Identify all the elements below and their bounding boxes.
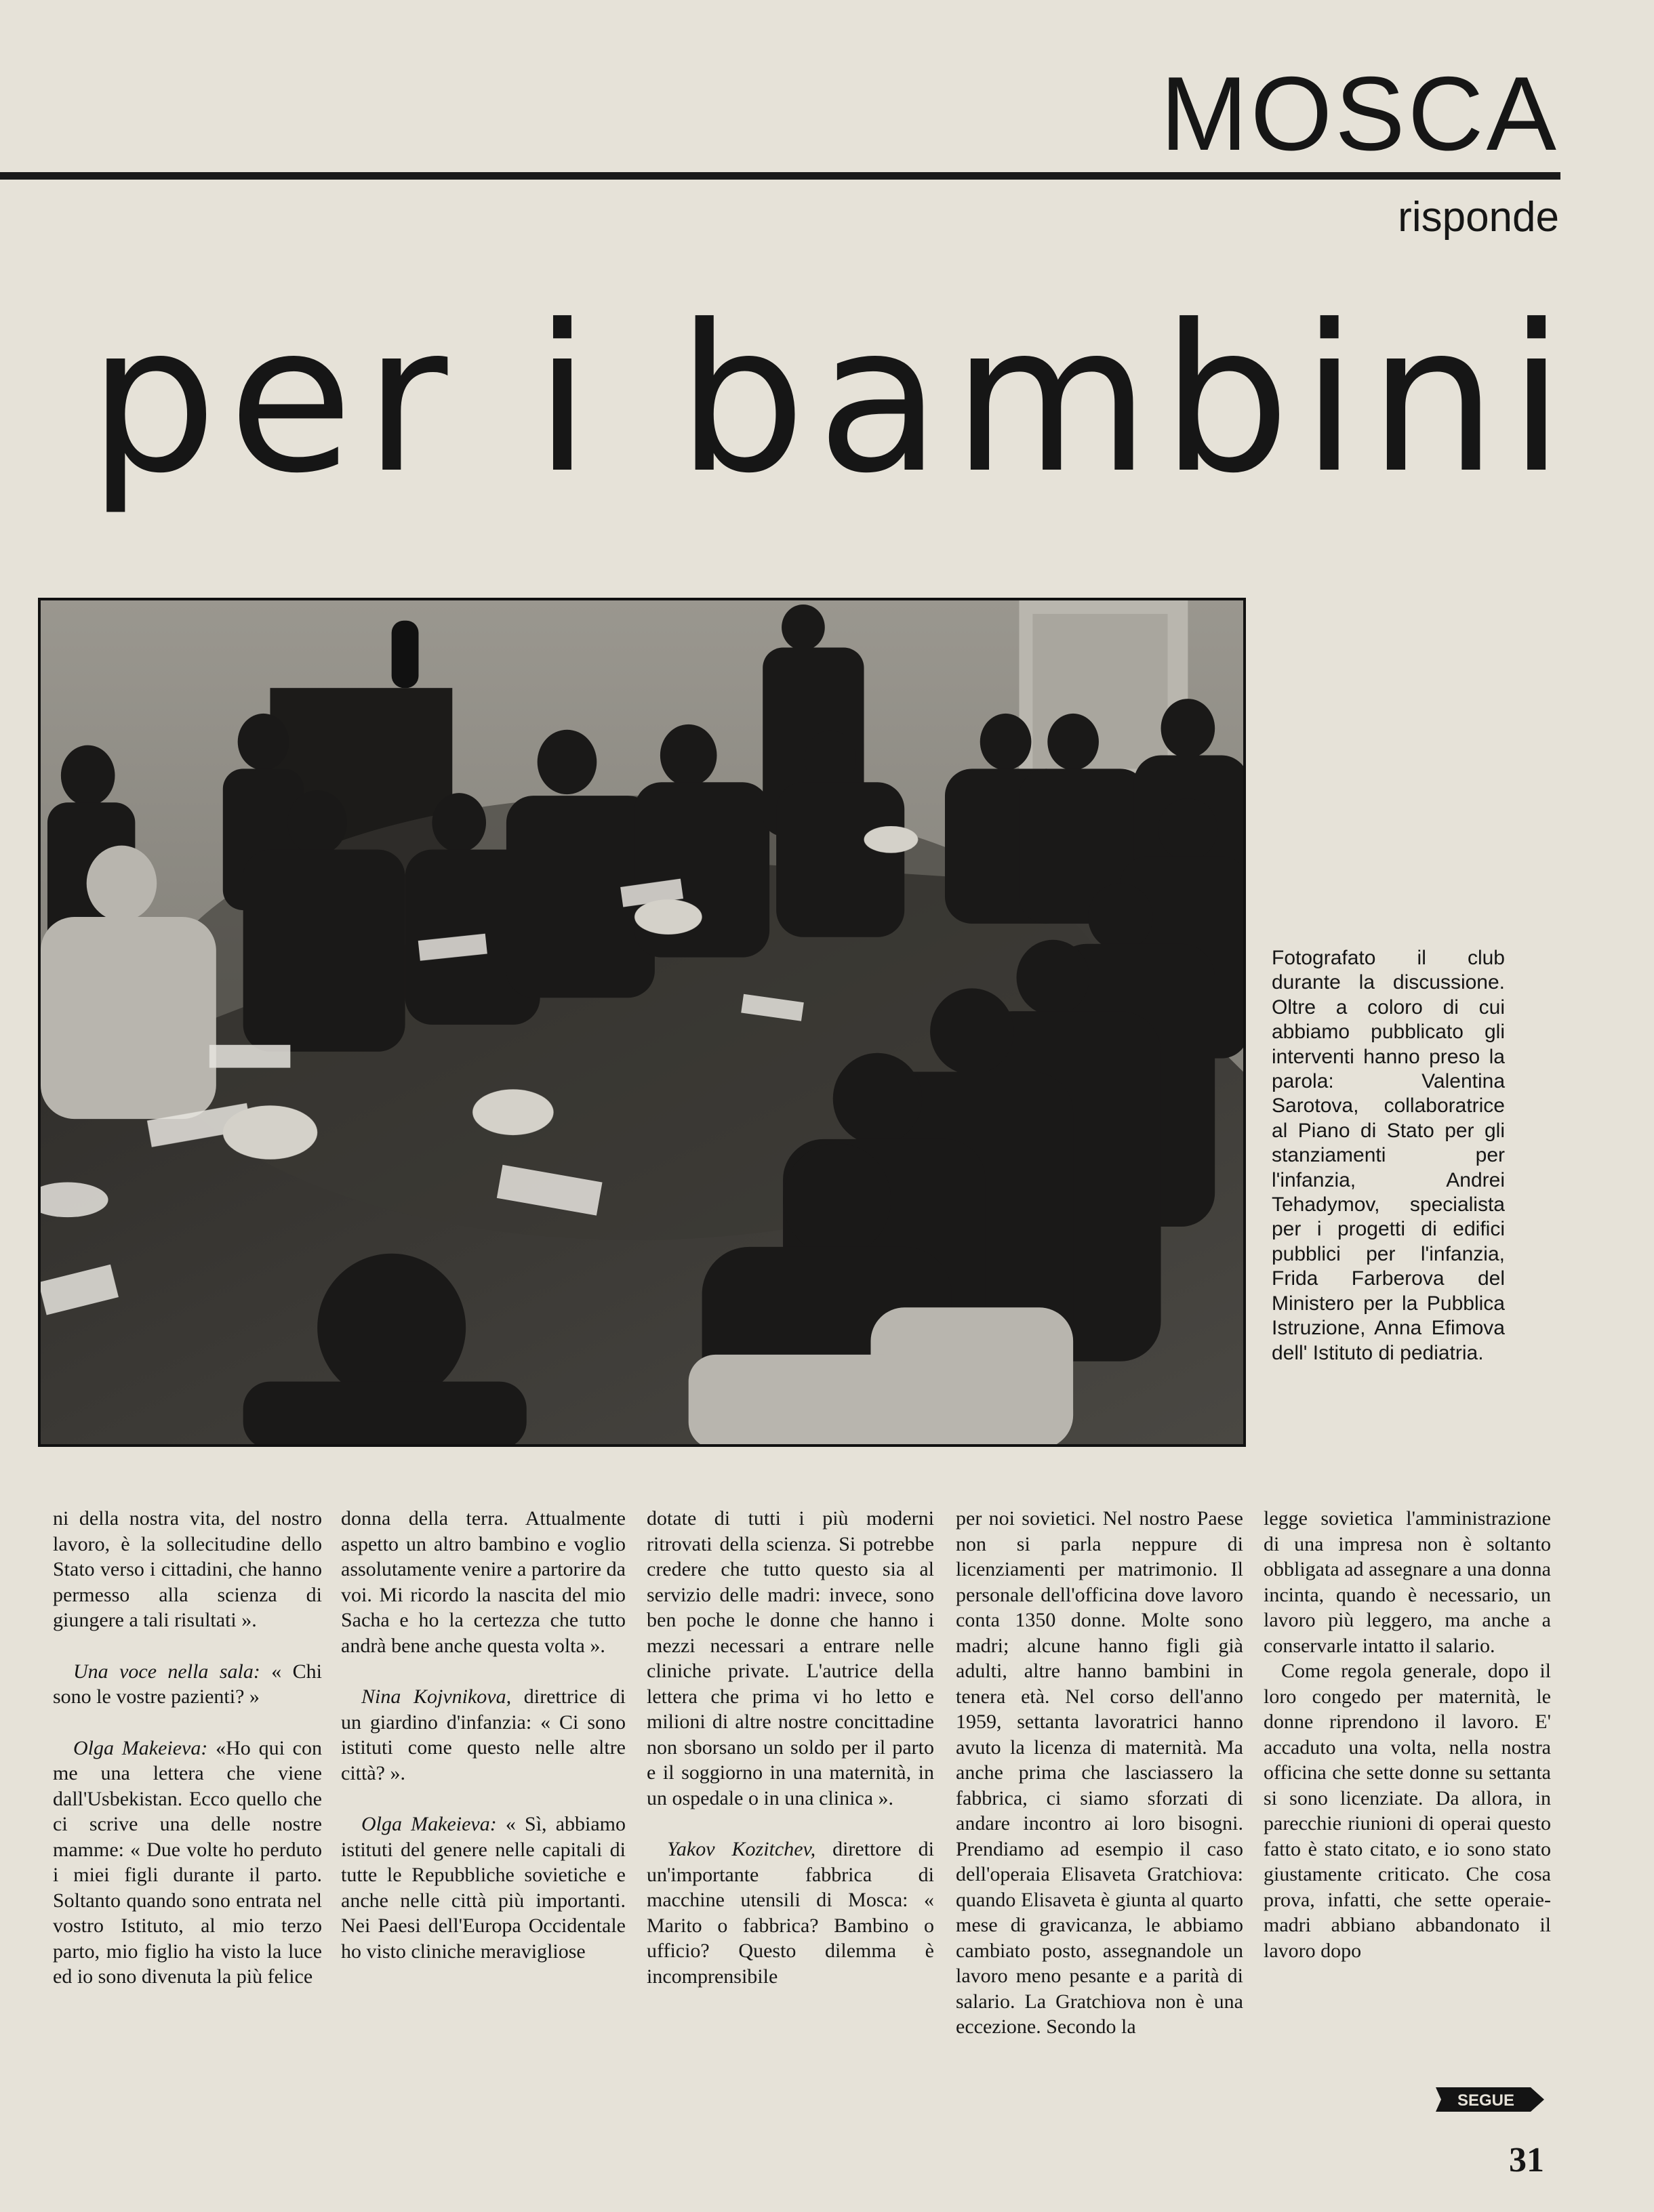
speaker-name: Una voce nella sala: xyxy=(73,1660,260,1683)
continue-label: SEGUE xyxy=(1457,2091,1515,2110)
article-column-4 xyxy=(956,1506,1243,2040)
paragraph: legge sovietica l'amministrazione di una impresa non è soltanto obbligata ad assegnare a una donna incinta, quando è necessario, un lavoro più leggero, ma anche a conservarle intatto il salario. xyxy=(1264,1507,1551,1657)
section-subtitle: risponde xyxy=(1398,194,1559,241)
article-column-3 xyxy=(647,1506,934,1989)
paragraph xyxy=(341,1684,626,1786)
paragraph xyxy=(341,1811,626,1964)
speech-text: « Chi sono le vostre pazienti? » xyxy=(53,1660,322,1708)
page-number: 31 xyxy=(1509,2141,1544,2179)
article-column-5 xyxy=(1264,1506,1551,1963)
speech-text: direttrice di un giardino d'infanzia: « Ci sono istituti come questo nelle altre città? ». xyxy=(341,1685,626,1784)
arrow-right-icon xyxy=(1436,2086,1546,2113)
paragraph: donna della terra. Attualmente aspetto un altro bambino e voglio assolutamente venire a partorire da voi. Mi ricordo la nascita del mio Sacha e ho la certezza che tutto andrà bene anche questa volta ». xyxy=(341,1507,626,1657)
paragraph: ni della nostra vita, del nostro lavoro, è la sollecitudine dello Stato verso i cittadini, che hanno permesso alla scienza di giungere a tali risultati ». xyxy=(53,1507,322,1631)
speech-text: « Sì, abbiamo istituti del genere nelle capitali di tutte le Repubbliche sovietiche e anche nelle città più importanti. Nei Paesi dell'Europa Occidentale ho visto cliniche meravigliose xyxy=(341,1813,626,1963)
speaker-name: Yakov Kozitchev, xyxy=(667,1838,816,1860)
article-column-2 xyxy=(341,1506,626,1964)
paragraph xyxy=(53,1659,322,1710)
speaker-name: Nina Kojvnikova, xyxy=(361,1685,512,1708)
headline: per i bambini xyxy=(88,281,1576,518)
section-title: MOSCA xyxy=(1160,55,1559,172)
article-column-1 xyxy=(53,1506,322,1990)
speech-text: «Ho qui con me una lettera che viene dall'Usbekistan. Ecco quello che ci scrive una delle nostre mamme: « Due volte ho perduto i miei figli durante il parto. Soltanto quando sono entrata nel vostro Istituto, al mio terzo parto, mio figlio ha visto la luce ed io sono divenuta la più felice xyxy=(53,1736,322,1988)
photo-caption: Fotografato il club durante la discussione. Oltre a coloro di cui abbiamo pubblicato gli interventi hanno preso la parola: Valentina Sarotova, collaboratrice al Piano di Stato per gli stanziamenti per l'infanzia, Andrei Tehadymov, specialista per i progetti di edifici pubblici per l'infanzia, Frida Farberova del Ministero per la Pubblica Istruzione, Anna Efimova dell' Istituto di pediatria. xyxy=(1272,947,1505,1364)
paragraph xyxy=(53,1736,322,1990)
speech-text: direttore di un'importante fabbrica di macchine utensili di Mosca: « Marito o fabbrica? Bambino o ufficio? Questo dilemma è incomprensibile xyxy=(647,1838,934,1988)
paragraph: Come regola generale, dopo il loro congedo per maternità, le donne riprendono il lavoro. E' accaduto una volta, nella nostra officina che sette donne su settanta si sono licenziate. Da allora, in parecchie riunioni di operai questo fatto è stato citato, e io sono stato giustamente criticato. Che cosa prova, infatti, che sette operaie-madri abbiano abbandonato il lavoro dopo xyxy=(1264,1660,1551,1962)
speaker-name: Olga Makeieva: xyxy=(73,1736,208,1759)
continue-marker xyxy=(1436,2086,1546,2113)
header-rule xyxy=(0,172,1560,180)
photo-meeting-icon xyxy=(41,600,1243,1444)
paragraph: dotate di tutti i più moderni ritrovati della scienza. Si potrebbe credere che tutto questo sia al servizio delle madri: invece, sono ben poche le donne che hanno i mezzi necessari a entrare nelle cliniche private. L'autrice della lettera che prima vi ho letto e milioni di altre nostre concittadine non sborsano un soldo per il parto e il soggiorno in una maternità, in un ospedale o in una clinica ». xyxy=(647,1507,934,1809)
paragraph: per noi sovietici. Nel nostro Paese non si parla neppure di licenziamenti per matrimonio. Il personale dell'officina dove lavoro conta 1350 donne. Molte sono madri; alcune hanno figli già adulti, altre hanno bambini in tenera età. Nel corso dell'anno 1959, settanta lavoratrici hanno avuto la licenza di maternità. Ma anche prima che lasciassero la fabbrica, ci siamo sforzati di andare incontro ai loro bisogni. Prendiamo ad esempio il caso dell'operaia Elisaveta Gratchiova: quando Elisaveta è giunta al quarto mese di gravicanza, le abbiamo cambiato posto, assegnandole un lavoro meno pesante e a parità di salario. La Gratchiova non è una eccezione. Secondo la xyxy=(956,1507,1243,2038)
speaker-name: Olga Makeieva: xyxy=(361,1813,497,1835)
meeting-photo xyxy=(38,598,1246,1447)
paragraph xyxy=(647,1837,934,1989)
